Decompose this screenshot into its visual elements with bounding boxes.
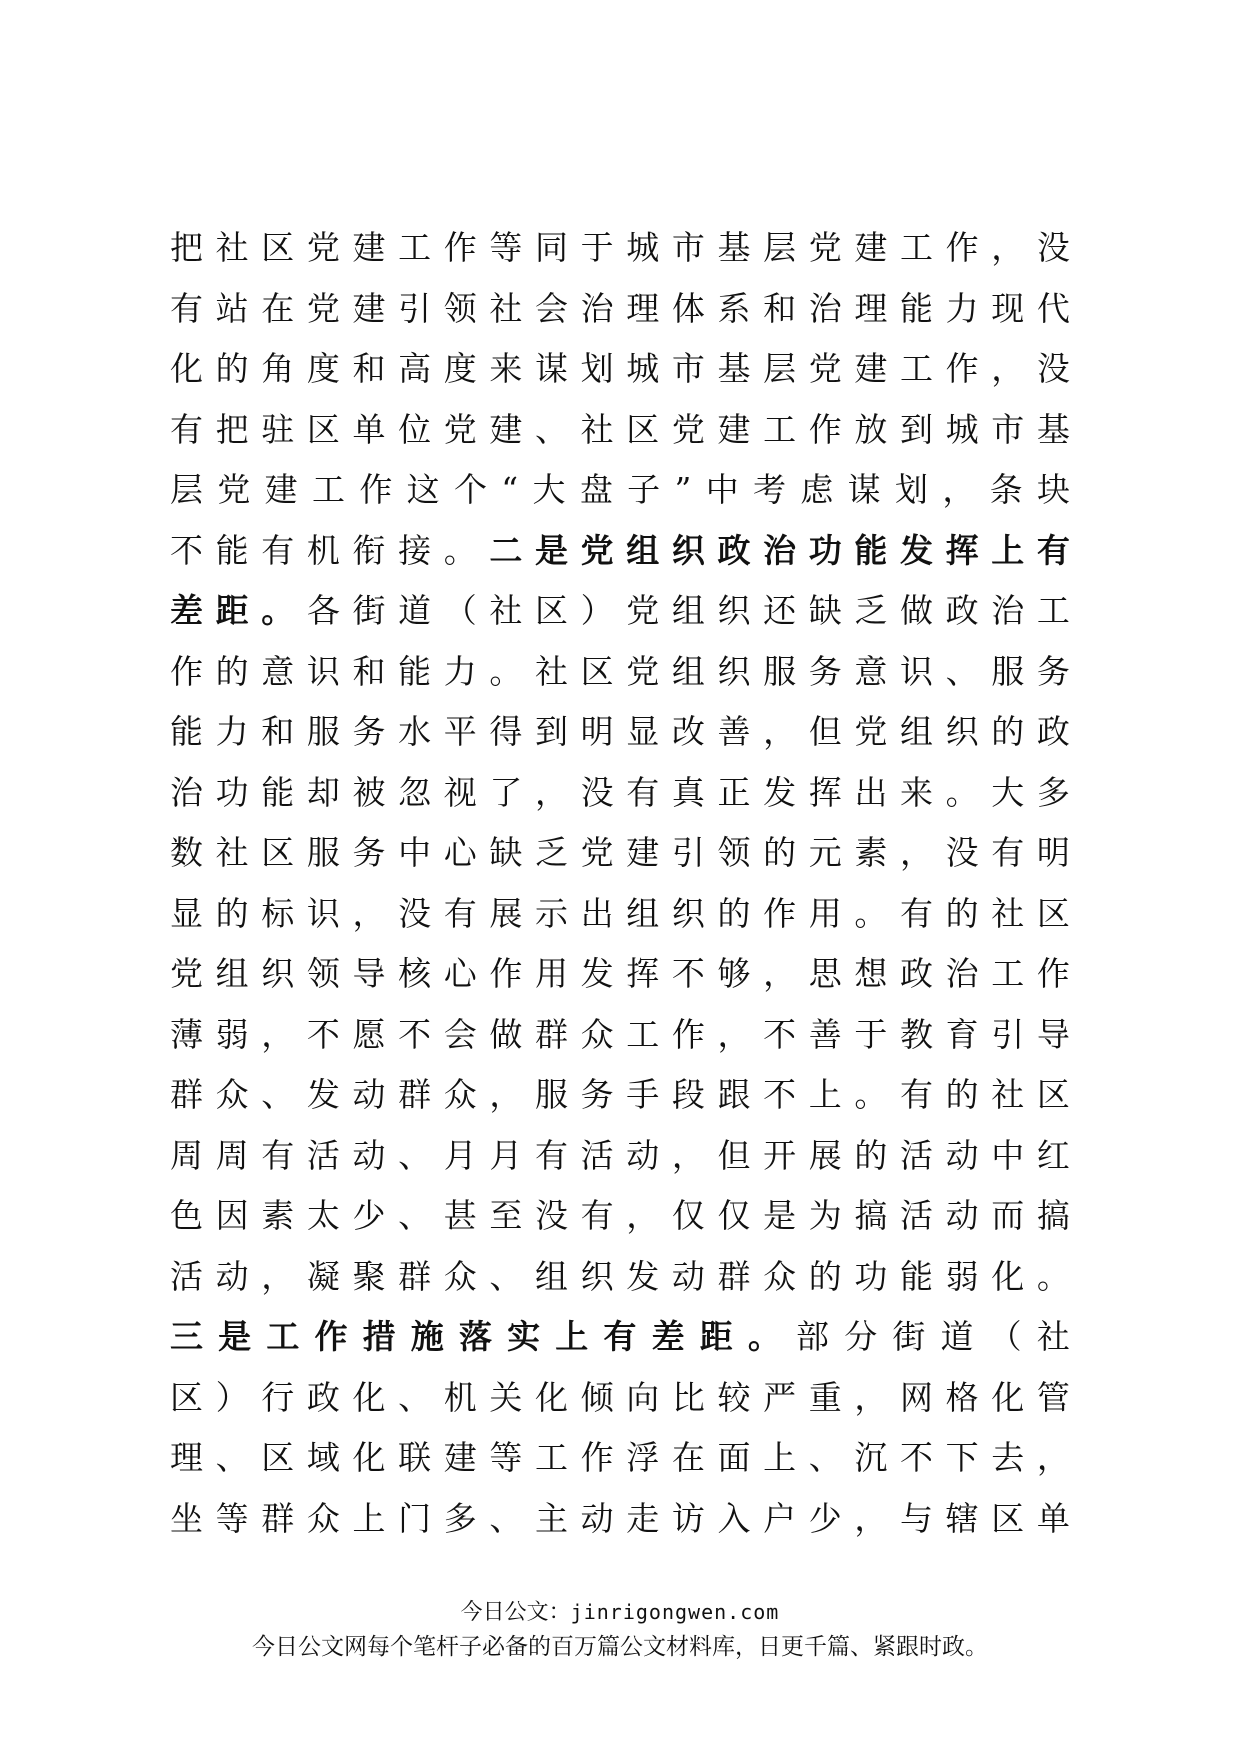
- footer-site-line: [0, 1595, 1240, 1626]
- footer-tagline: 今日公文网每个笔杆子必备的百万篇公文材料库，日更千篇、紧跟时政。: [252, 1634, 988, 1660]
- text-line: 化 的 角 度 和 高 度 来 谋 划 城 市 基 层 党 建 工 作 ， 没: [170, 349, 1070, 388]
- footer-site-url[interactable]: jinrigongwen.com: [570, 1600, 780, 1624]
- text-line: 群 众 、 发 动 群 众 ， 服 务 手 段 跟 不 上 。 有 的 社 区: [170, 1075, 1070, 1114]
- text-line: 作 的 意 识 和 能 力 。 社 区 党 组 织 服 务 意 识 、 服 务: [170, 651, 1070, 691]
- text-line: 薄 弱 ， 不 愿 不 会 做 群 众 工 作 ， 不 善 于 教 育 引 导: [170, 1014, 1070, 1054]
- text-line: 不 能 有 机 衔 接 。 二 是 党 组 织 政 治 功 能 发 挥 上 有: [170, 530, 1070, 570]
- text-line: 有 把 驻 区 单 位 党 建 、 社 区 党 建 工 作 放 到 城 市 基: [170, 409, 1070, 449]
- text-line: 色 因 素 太 少 、 甚 至 没 有 ， 仅 仅 是 为 搞 活 动 而 搞: [170, 1196, 1070, 1235]
- text-line: 显 的 标 识 ， 没 有 展 示 出 组 织 的 作 用 。 有 的 社 区: [170, 893, 1070, 933]
- text-line: 区 ） 行 政 化 、 机 关 化 倾 向 比 较 严 重 ， 网 格 化 管: [170, 1377, 1070, 1417]
- document-body: [170, 218, 1070, 1549]
- text-line: 有 站 在 党 建 引 领 社 会 治 理 体 系 和 治 理 能 力 现 代: [170, 288, 1070, 328]
- text-line: 三 是 工 作 措 施 落 实 上 有 差 距 。 部 分 街 道 （ 社: [170, 1317, 1070, 1356]
- text-line: 党 组 织 领 导 核 心 作 用 发 挥 不 够 ， 思 想 政 治 工 作: [170, 954, 1070, 993]
- text-line: 层 党 建 工 作 这 个 “ 大 盘 子 ” 中 考 虑 谋 划 ， 条 块: [170, 470, 1070, 509]
- text-line: 周 周 有 活 动 、 月 月 有 活 动 ， 但 开 展 的 活 动 中 红: [170, 1135, 1070, 1175]
- text-line: 差 距 。 各 街 道 （ 社 区 ） 党 组 织 还 缺 乏 做 政 治 工: [170, 591, 1070, 630]
- footer-site-label: 今日公文：: [460, 1600, 571, 1625]
- text-line: 理 、 区 域 化 联 建 等 工 作 浮 在 面 上 、 沉 不 下 去 ，: [170, 1438, 1070, 1477]
- text-line: 治 功 能 却 被 忽 视 了 ， 没 有 真 正 发 挥 出 来 。 大 多: [170, 772, 1070, 812]
- text-line: 能 力 和 服 务 水 平 得 到 明 显 改 善 ， 但 党 组 织 的 政: [170, 712, 1070, 751]
- text-line: 把 社 区 党 建 工 作 等 同 于 城 市 基 层 党 建 工 作 ， 没: [170, 228, 1070, 267]
- text-line: 活 动 ， 凝 聚 群 众 、 组 织 发 动 群 众 的 功 能 弱 化 。: [170, 1256, 1070, 1296]
- text-line: 数 社 区 服 务 中 心 缺 乏 党 建 引 领 的 元 素 ， 没 有 明: [170, 833, 1070, 872]
- text-line: 坐 等 群 众 上 门 多 、 主 动 走 访 入 户 少 ， 与 辖 区 单: [170, 1498, 1070, 1538]
